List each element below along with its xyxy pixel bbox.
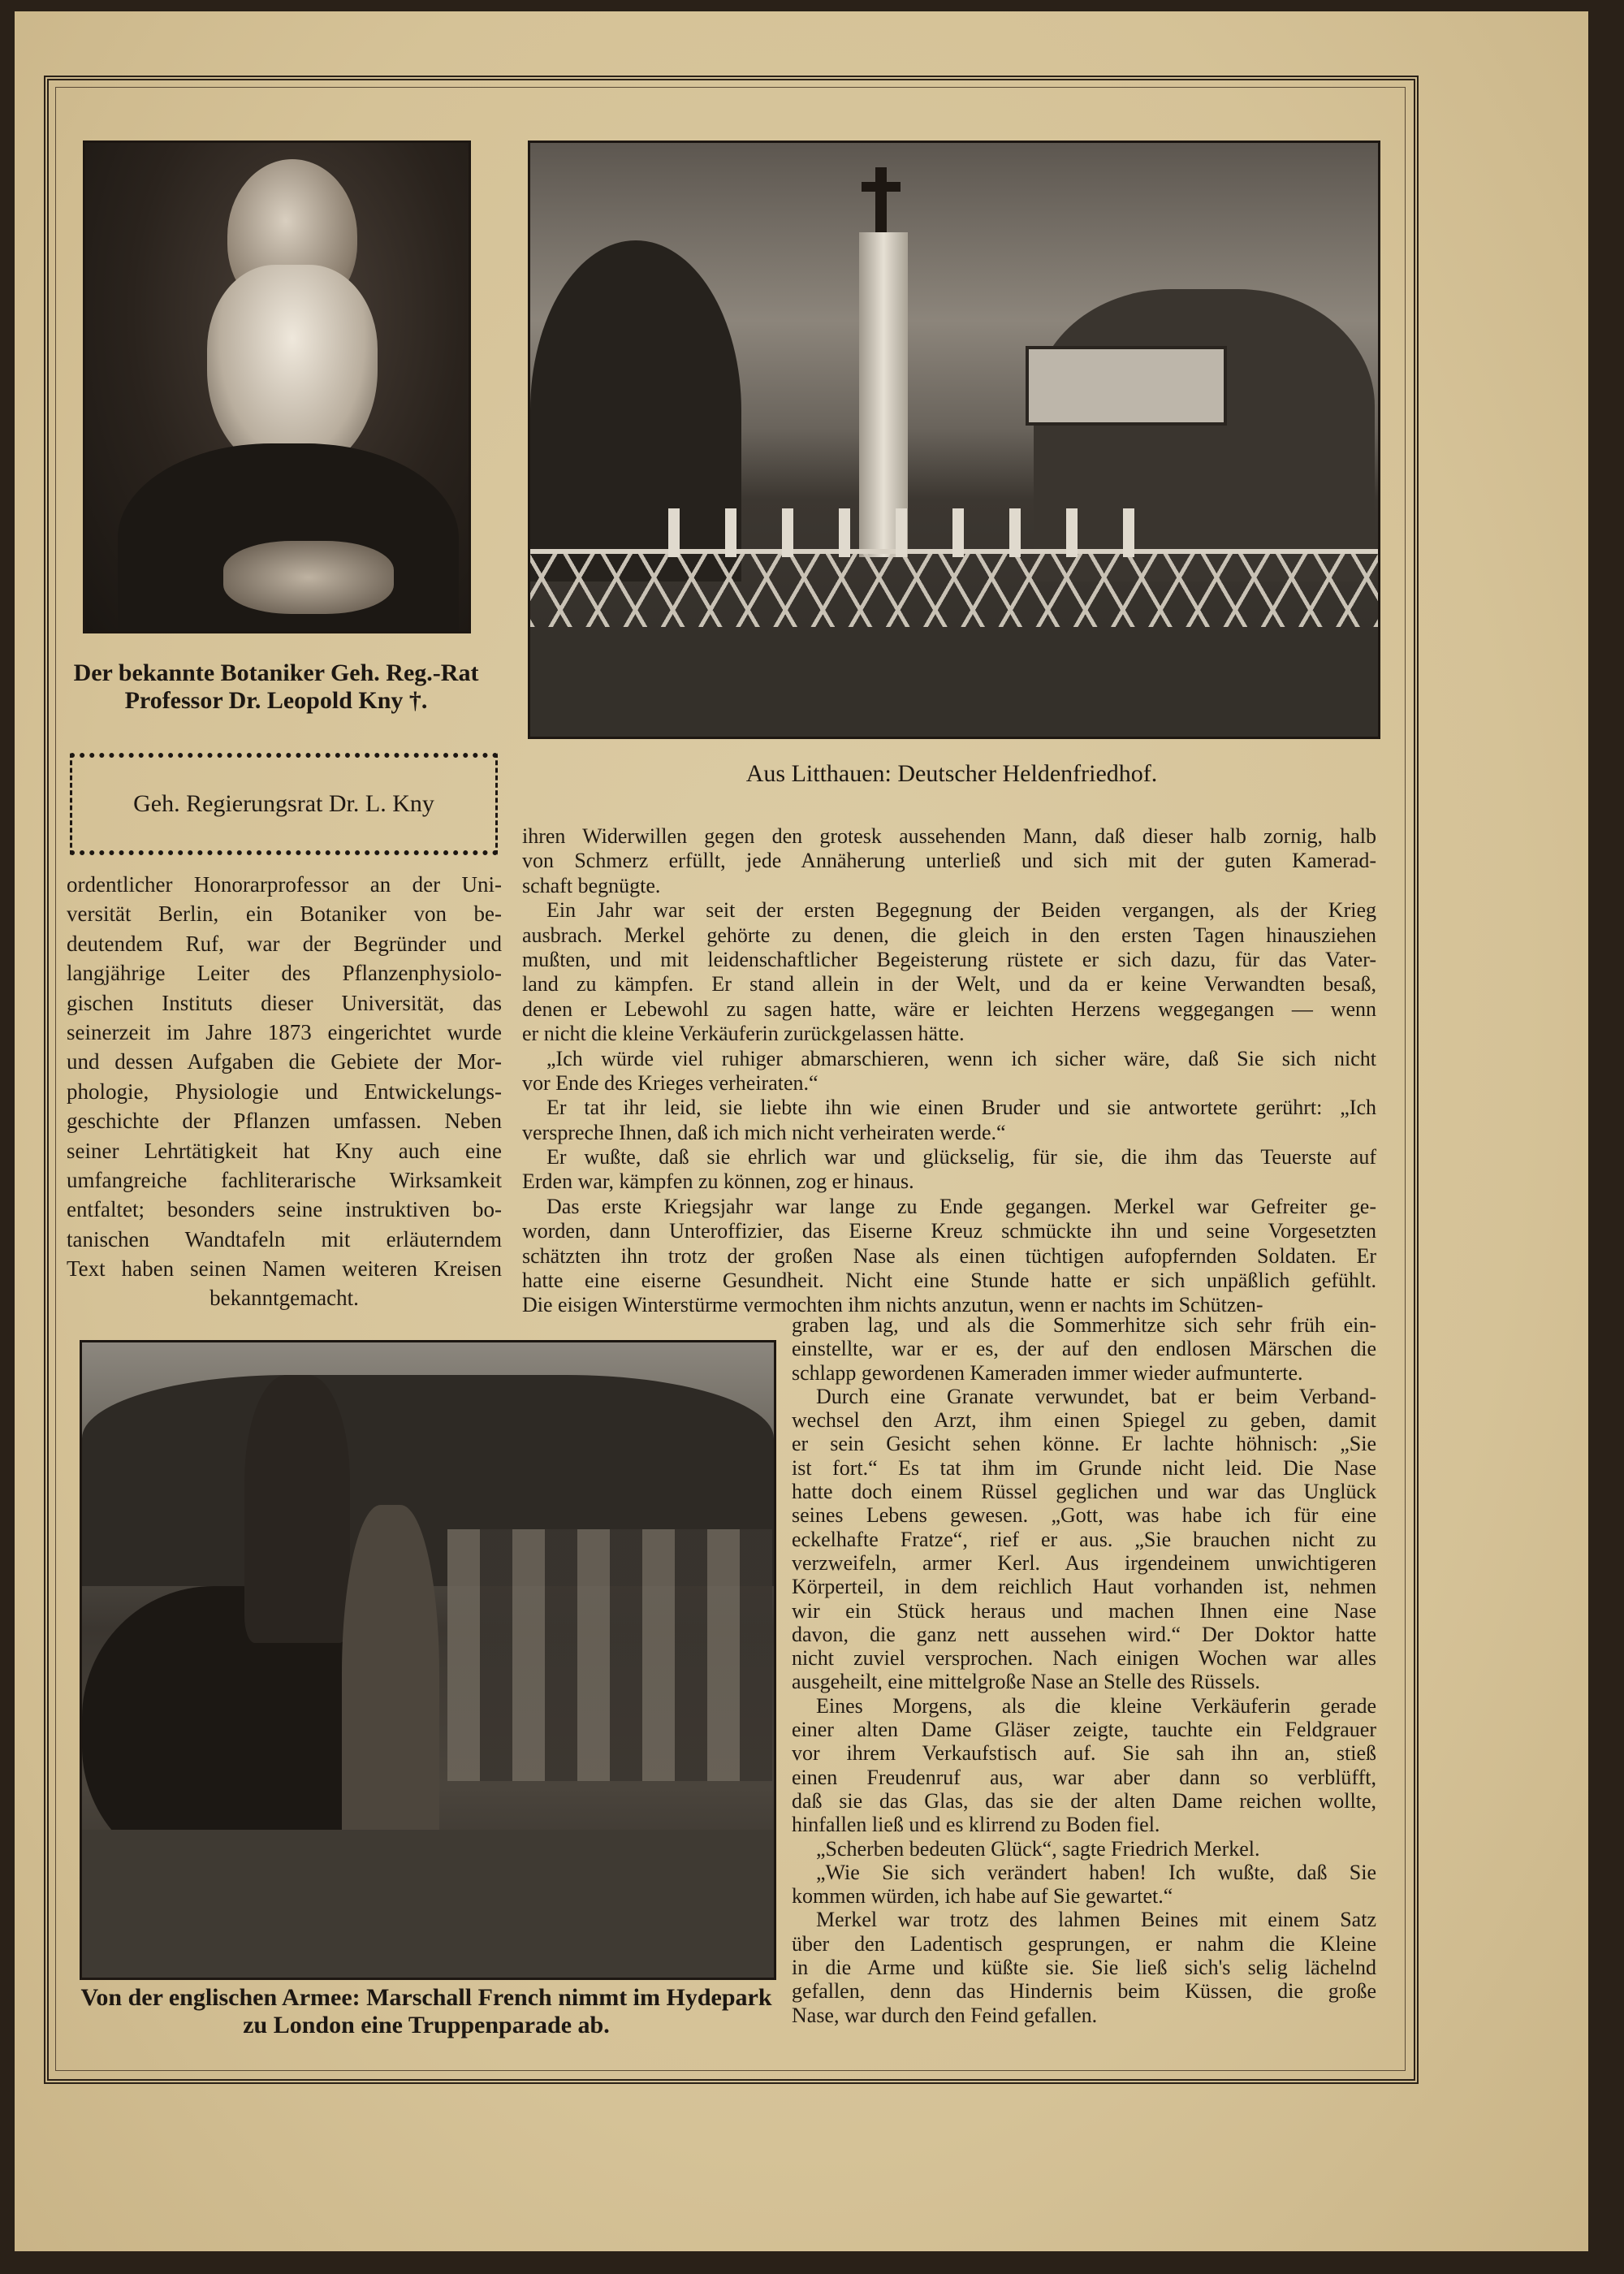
text-line: ordentlicher Honorarprofessor an der Uni- — [67, 872, 502, 897]
text-line: denen er Lebewohl zu sagen hatte, wäre er leichten Herzens weggegangen — wenn — [522, 996, 1376, 1021]
text-line: seinerzeit im Jahre 1873 eingerichtet wurde — [67, 1019, 502, 1044]
text-line: Durch eine Granate verwundet, bat er beim Verband- — [816, 1384, 1376, 1408]
paragraph — [67, 870, 502, 1313]
paragraph — [522, 1145, 1376, 1195]
text-line: Die eisigen Winterstürme vermochten ihm nichts anzutun, wenn er nachts im Schützen- — [522, 1293, 1263, 1317]
boxed-heading — [70, 753, 498, 855]
text-line: geschichte der Pflanzen umfassen. Neben — [67, 1109, 502, 1134]
text-line: ausbrach. Merkel gehörte zu denen, die gleich in den ersten Tagen hinausziehen — [522, 923, 1376, 947]
text-line: hatte doch einem Rüssel geglichen und war das Unglück — [792, 1480, 1376, 1504]
portrait-caption — [57, 659, 495, 715]
text-line: Merkel war trotz des lahmen Beines mit einem Satz — [816, 1908, 1376, 1932]
text-line: „Scherben bedeuten Glück“, sagte Friedrich Merkel. — [816, 1836, 1260, 1861]
text-line: mußten, und mit leidenschaftlicher Begeisterung rüstete er sich dazu, für das Vater- — [522, 947, 1376, 971]
text-line: „Ich würde viel ruhiger abmarschieren, wenn ich sicher wäre, daß Sie sich nicht — [546, 1046, 1376, 1070]
text-line: bekanntgemacht. — [209, 1286, 359, 1311]
text-line: verzweifeln, armer Kerl. Aus irgendeinem unwichtigeren — [792, 1550, 1376, 1575]
text-line: in die Arme und küßte sie. Sie ließ sich's selig lächelnd — [792, 1956, 1376, 1980]
grave-crosses — [668, 508, 1155, 557]
marching-troops — [447, 1529, 772, 1781]
text-line: wechsel den Arzt, ihm einen Spiegel zu geben, damit — [792, 1408, 1376, 1433]
grave-fence — [530, 549, 1378, 627]
text-line: versität Berlin, ein Botaniker von be- — [67, 901, 502, 927]
text-line: „Wie Sie sich verändert haben! Ich wußte, daß Sie — [816, 1860, 1376, 1884]
paragraph — [792, 1861, 1376, 1909]
text-line: schätzten ihn trotz der großen Nase als einen tüchtigen aufopfernden Soldaten. Er — [522, 1243, 1376, 1268]
cemetery-photo — [528, 141, 1380, 739]
text-line: Er tat ihr leid, sie liebte ihn wie einen Bruder und sie antwortete gerührt: „Ich — [546, 1096, 1376, 1120]
text-line: hatte eine eiserne Gesundheit. Nicht eine Stunde hatte er sich unpäßlich gefühlt. — [522, 1269, 1376, 1293]
text-line: daß sie das Glas, das sie der alten Dame reichen wollte, — [792, 1788, 1376, 1813]
text-line: schaft begnügte. — [522, 873, 661, 897]
text-line: vor ihrem Verkaufstisch auf. Sie sah ihn an, stieß — [792, 1741, 1376, 1766]
boxed-heading-text: Geh. Regierungsrat Dr. L. Kny — [133, 790, 434, 817]
paragraph — [522, 824, 1376, 898]
text-line: graben lag, und als die Sommerhitze sich sehr früh ein- — [792, 1313, 1376, 1337]
text-line: Körperteil, in dem reichlich Haut vorhanden ist, nehmen — [792, 1575, 1376, 1599]
text-line: Das erste Kriegsjahr war lange zu Ende gegangen. Merkel war Gefreiter ge- — [546, 1194, 1376, 1218]
paragraph — [522, 1195, 1376, 1318]
text-line: er nicht die kleine Verkäuferin zurückgelassen hätte. — [522, 1022, 965, 1046]
text-line: ist fort.“ Es tat ihm im Grunde nicht leid. Die Nase — [792, 1455, 1376, 1480]
paragraph — [522, 1096, 1376, 1145]
portrait-caption-line: Professor Dr. Leopold Kny †. — [124, 687, 428, 714]
text-line: und dessen Aufgaben die Gebiete der Mor- — [67, 1049, 502, 1074]
parade-caption-line: Von der englischen Armee: Marschall French nimmt im Hydepark — [80, 1984, 772, 2011]
text-line: Nase, war durch den Feind gefallen. — [792, 2003, 1098, 2027]
parade-caption-line: zu London eine Truppenparade ab. — [243, 2012, 610, 2038]
text-line: ihren Widerwillen gegen den grotesk aussehenden Mann, daß dieser halb zornig, halb — [522, 824, 1376, 848]
paragraph — [522, 898, 1376, 1046]
rider-marshall — [244, 1375, 350, 1643]
text-line: kommen würden, ich habe auf Sie gewartet.“ — [792, 1884, 1173, 1909]
text-line: eckelhafte Fratze“, rief er aus. „Sie brauchen nicht zu — [792, 1527, 1376, 1551]
text-line: entfaltet; besonders seine instruktiven bo- — [67, 1197, 502, 1222]
parade-ground — [82, 1830, 774, 1978]
text-line: er sein Gesicht sehen könne. Er lachte höhnisch: „Sie — [792, 1432, 1376, 1456]
paragraph — [792, 1694, 1376, 1837]
text-line: worden, dann Unteroffizier, das Eiserne Kreuz schmückte ihn und seine Vorgesetzten — [522, 1219, 1376, 1243]
text-line: davon, die ganz nett aussehen wird.“ Der Doktor hatte — [792, 1622, 1376, 1646]
text-line: von Schmerz erfüllt, jede Annäherung unterließ und sich mit der guten Kamerad- — [522, 849, 1376, 873]
text-line: einen Freudenruf aus, war aber dann so verblüfft, — [792, 1765, 1376, 1789]
cross-icon — [875, 167, 887, 232]
parade-photo — [80, 1340, 776, 1980]
portrait-photo-kny — [83, 141, 471, 633]
text-line: phologie, Physiologie und Entwickelungs- — [67, 1079, 502, 1104]
story-column-bottom — [792, 1313, 1376, 2027]
story-column-top — [522, 824, 1376, 1318]
paragraph — [792, 1385, 1376, 1694]
text-line: Ein Jahr war seit der ersten Begegnung der Beiden vergangen, als der Krieg — [546, 898, 1376, 923]
text-line: wir ein Stück heraus und machen Ihnen eine Nase — [792, 1598, 1376, 1623]
text-line: einstellte, war er es, der auf den endlosen Märschen die — [792, 1337, 1376, 1361]
left-article-column — [67, 870, 502, 1313]
text-line: Erden war, kämpfen zu können, zog er hinaus. — [522, 1169, 914, 1194]
cemetery-caption: Aus Litthauen: Deutscher Heldenfriedhof. — [745, 760, 1158, 787]
paragraph — [522, 1047, 1376, 1096]
memorial-gate — [1026, 346, 1227, 426]
text-line: Text haben seinen Namen weiteren Kreisen — [67, 1256, 502, 1282]
text-line: schlapp gewordenen Kameraden immer wieder aufmunterte. — [792, 1360, 1303, 1385]
hand-shape — [223, 541, 394, 614]
text-line: verspreche Ihnen, daß ich mich nicht verheiraten werde.“ — [522, 1120, 1006, 1144]
text-line: nicht zuviel versprochen. Nach einigen Wochen war alles — [792, 1646, 1376, 1671]
text-line: deutendem Ruf, war der Begründer und — [67, 931, 502, 956]
text-line: über den Ladentisch gesprungen, er nahm die Kleine — [792, 1931, 1376, 1956]
text-line: Eines Morgens, als die kleine Verkäuferin gerade — [816, 1693, 1376, 1718]
text-line: Er wußte, daß sie ehrlich war und glückselig, für sie, die ihm das Teuerste auf — [546, 1145, 1376, 1169]
text-line: langjährige Leiter des Pflanzenphysiolo- — [67, 961, 502, 986]
paragraph — [792, 1313, 1376, 1385]
text-line: einer alten Dame Gläser zeigte, tauchte ein Feldgrauer — [792, 1718, 1376, 1742]
text-line: gefallen, denn das Hindernis beim Küssen, die große — [792, 1979, 1376, 2004]
text-line: vor Ende des Krieges verheiraten.“ — [522, 1070, 818, 1095]
text-line: seiner Lehrtätigkeit hat Kny auch eine — [67, 1138, 502, 1163]
text-line: ausgeheilt, eine mittelgroße Nase an Stelle des Rüssels. — [792, 1670, 1260, 1694]
text-line: umfangreiche fachliterarische Wirksamkeit — [67, 1167, 502, 1192]
paragraph — [792, 1837, 1376, 1861]
text-line: tanischen Wandtafeln mit erläuterndem — [67, 1226, 502, 1252]
text-line: gischen Instituts dieser Universität, das — [67, 990, 502, 1015]
parade-caption — [49, 1984, 804, 2039]
text-line: hinfallen ließ und es klirrend zu Boden fiel. — [792, 1813, 1160, 1837]
grass-ground — [530, 630, 1378, 737]
cross-bar — [862, 182, 901, 192]
paragraph — [792, 1908, 1376, 2026]
portrait-caption-line: Der bekannte Botaniker Geh. Reg.-Rat — [73, 659, 479, 686]
text-line: land zu kämpfen. Er stand allein in der Welt, und da er keine Verwandten besaß, — [522, 972, 1376, 996]
text-line: seines Lebens gewesen. „Gott, was habe ich für eine — [792, 1503, 1376, 1528]
